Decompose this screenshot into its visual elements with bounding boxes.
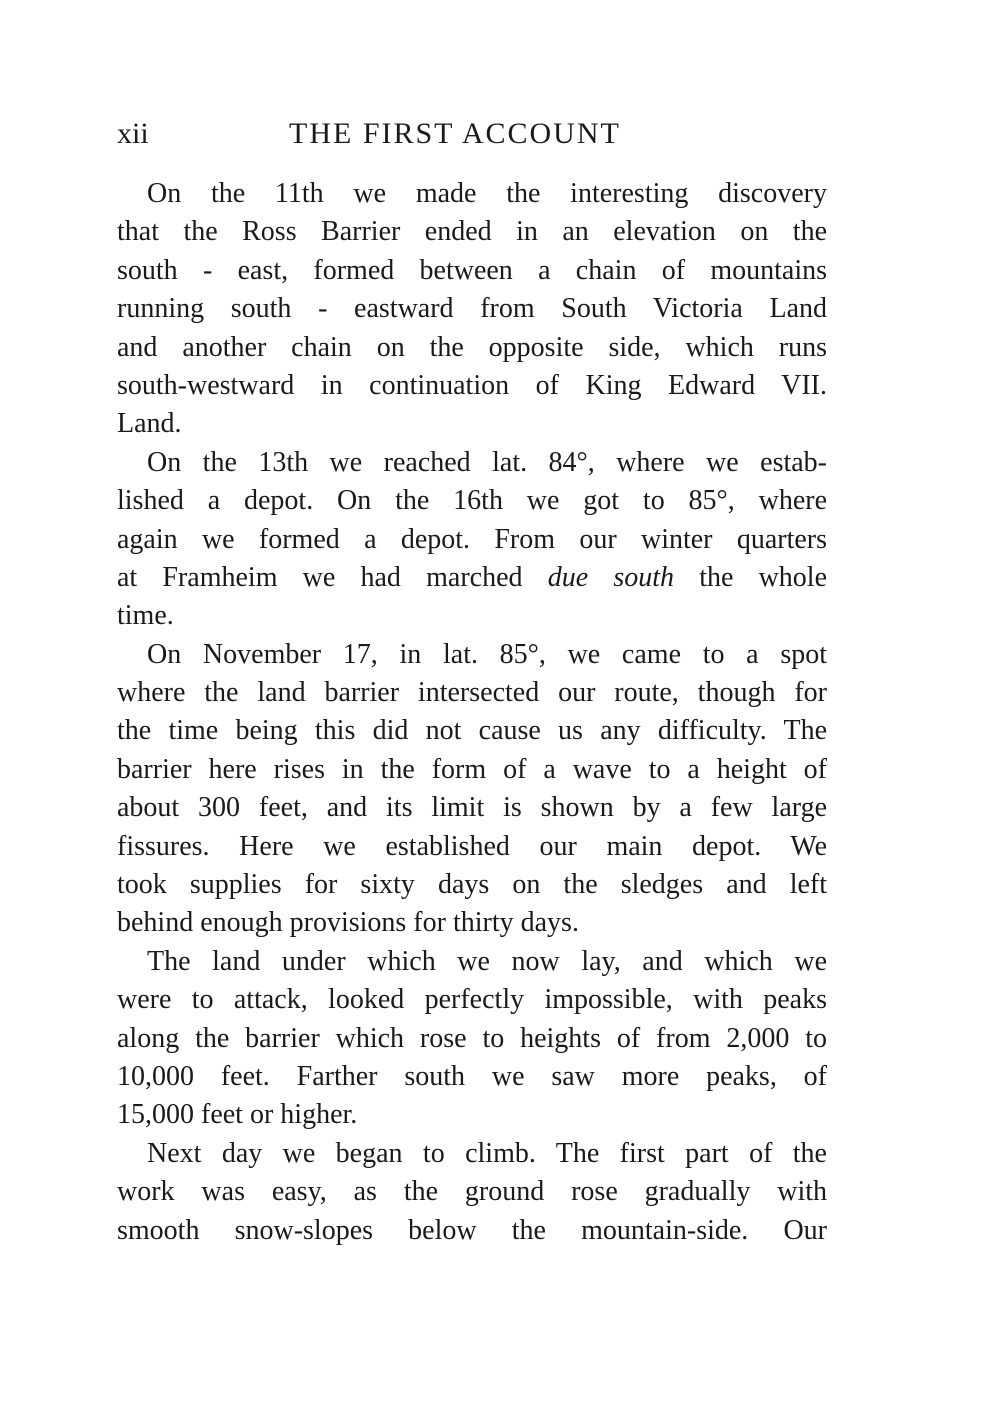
text-line: The land under which we now lay, and which we [147, 945, 827, 977]
text-line: that the Ross Barrier ended in an elevation on the [117, 216, 827, 248]
page-header [117, 112, 827, 156]
text-line: south - east, formed between a chain of mountains [117, 254, 827, 286]
text-line: again we formed a depot. From our winter quarters [117, 523, 827, 555]
text-line: time. [117, 600, 174, 632]
text-line: 15,000 feet or higher. [117, 1099, 358, 1131]
text-line: and another chain on the opposite side, which runs [117, 331, 827, 363]
text-line: On November 17, in lat. 85°, we came to a spot [147, 638, 827, 670]
paragraph-5 [117, 1135, 827, 1250]
text-line: barrier here rises in the form of a wave to a height of [117, 753, 827, 785]
text-line: Next day we began to climb. The first part of the [147, 1137, 827, 1169]
text-line: about 300 feet, and its limit is shown by a few large [117, 792, 827, 824]
paragraph-1 [117, 175, 827, 444]
text-line-with-italic [117, 559, 827, 597]
body-text [117, 175, 827, 1250]
text-line: 10,000 feet. Farther south we saw more peaks, of [117, 1060, 827, 1092]
text-segment: at Framheim we had marched [117, 561, 523, 593]
paragraph-4 [117, 943, 827, 1135]
text-line: along the barrier which rose to heights of from 2,000 to [117, 1022, 827, 1054]
text-line: south-westward in continuation of King Edward VII. [117, 369, 827, 401]
text-line: lished a depot. On the 16th we got to 85°, where [117, 485, 827, 517]
running-title: THE FIRST ACCOUNT [289, 117, 621, 150]
text-line: running south - eastward from South Victoria Land [117, 293, 827, 325]
text-line: the time being this did not cause us any difficulty. The [117, 715, 827, 747]
text-line: work was easy, as the ground rose gradually with [117, 1176, 827, 1208]
text-line: On the 11th we made the interesting discovery [147, 178, 827, 209]
text-line: smooth snow-slopes below the mountain-side. Our [117, 1214, 827, 1246]
paragraph-2 [117, 444, 827, 636]
text-segment: the whole [699, 561, 828, 593]
text-line: were to attack, looked perfectly impossible, with peaks [117, 984, 827, 1016]
paragraph-3 [117, 636, 827, 943]
text-line: Land. [117, 408, 182, 440]
text-line: where the land barrier intersected our route, though for [117, 677, 827, 709]
text-line: fissures. Here we established our main depot. We [117, 830, 827, 862]
text-line: On the 13th we reached lat. 84°, where we estab- [147, 446, 827, 478]
text-line: took supplies for sixty days on the sledges and left [117, 869, 827, 901]
page-number: xii [117, 117, 149, 150]
italic-phrase: due south [547, 561, 674, 593]
text-line: behind enough provisions for thirty days. [117, 907, 579, 939]
